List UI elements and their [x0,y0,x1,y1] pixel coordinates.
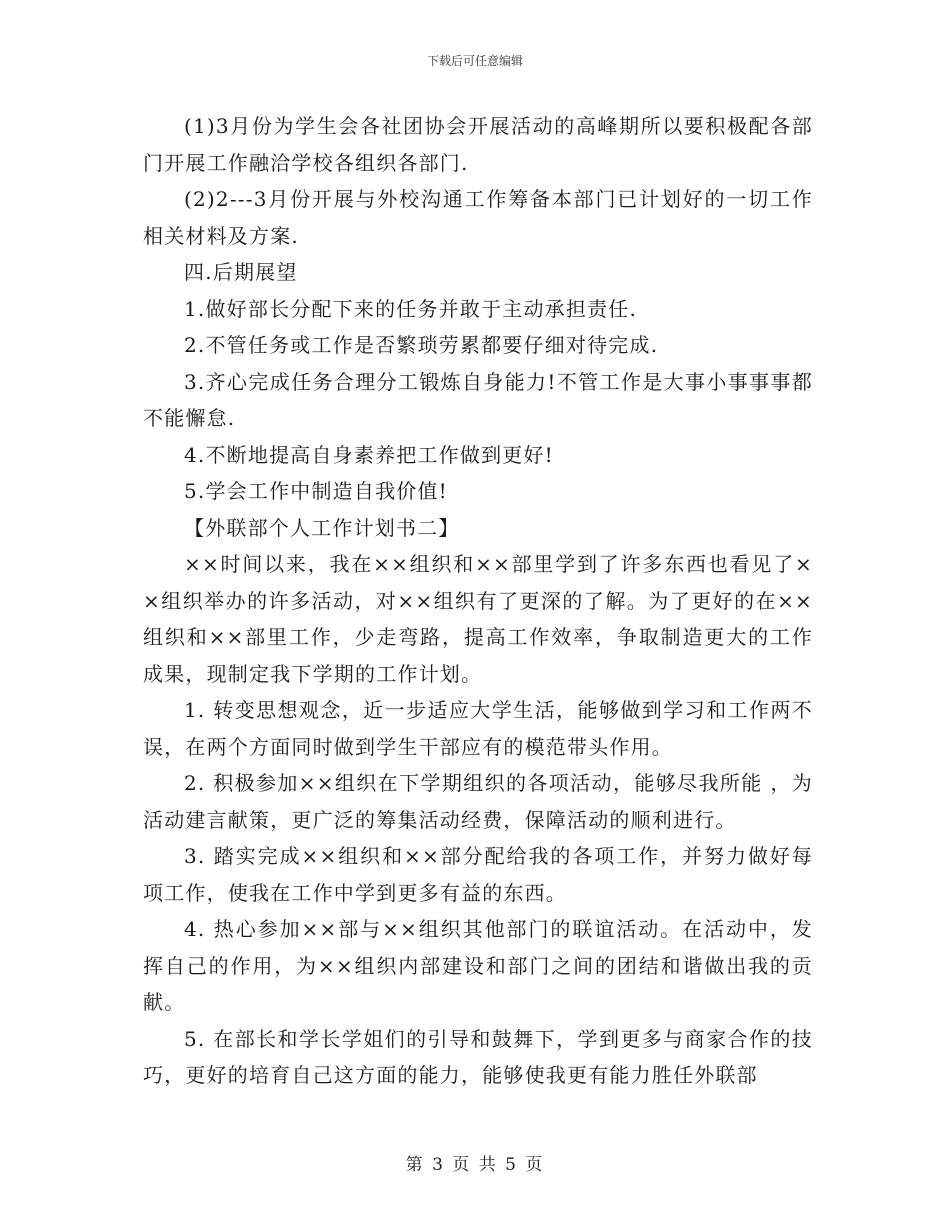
paragraph: ××时间以来，我在××组织和××部里学到了许多东西也看见了××组织举办的许多活动，对××组织有了更深的了解。为了更好的在××组织和××部里工作，少走弯路，提高工作效率，争取制造更大的工作成果，现制定我下学期的工作计划。 [143,552,813,686]
page-header: 下载后可任意编辑 [426,54,523,68]
list-item: 1. 转变思想观念，近一步适应大学生活，能够做到学习和工作两不误，在两个方面同时做到学生干部应有的模范带头作用。 [143,698,813,759]
list-item: 3. 踏实完成××组织和××部分配给我的各项工作，并努力做好每项工作，使我在工作中学到更多有益的东西。 [143,844,813,905]
list-item: 2.不管任务或工作是否繁琐劳累都要仔细对待完成. [184,333,659,357]
section-heading: 四.后期展望 [184,260,298,284]
page-number: 第 3 页 共 5 页 [405,1155,545,1175]
section-title: 【外联部个人工作计划书二】 [184,515,460,540]
list-item: 5. 在部长和学长学姐们的引导和鼓舞下，学到更多与商家合作的技巧，更好的培育自己这方面的能力，能够使我更有能力胜任外联部 [143,1026,813,1087]
list-item: 4.不断地提高自身素养把工作做到更好! [184,442,554,467]
paragraph: (2)2---3月份开展与外校沟通工作筹备本部门已计划好的一切工作相关材料及方案. [143,187,813,248]
list-item: 2. 积极参加××组织在下学期组织的各项活动，能够尽我所能 ，为活动建言献策，更广泛的筹集活动经费，保障活动的顺利进行。 [143,771,813,832]
list-item: 5.学会工作中制造自我价值! [184,479,448,503]
list-item: 4. 热心参加××部与××组织其他部门的联谊活动。在活动中，发挥自己的作用，为××组织内部建设和部门之间的团结和谐做出我的贡献。 [143,917,813,1014]
list-item: 3.齐心完成任务合理分工锻炼自身能力!不管工作是大事小事事事都不能懈怠. [143,369,813,430]
list-item: 1.做好部长分配下来的任务并敢于主动承担责任. [184,296,638,321]
document-body [143,108,813,1094]
paragraph: (1)3月份为学生会各社团协会开展活动的高峰期所以要积极配各部门开展工作融洽学校各组织各部门. [143,114,813,175]
